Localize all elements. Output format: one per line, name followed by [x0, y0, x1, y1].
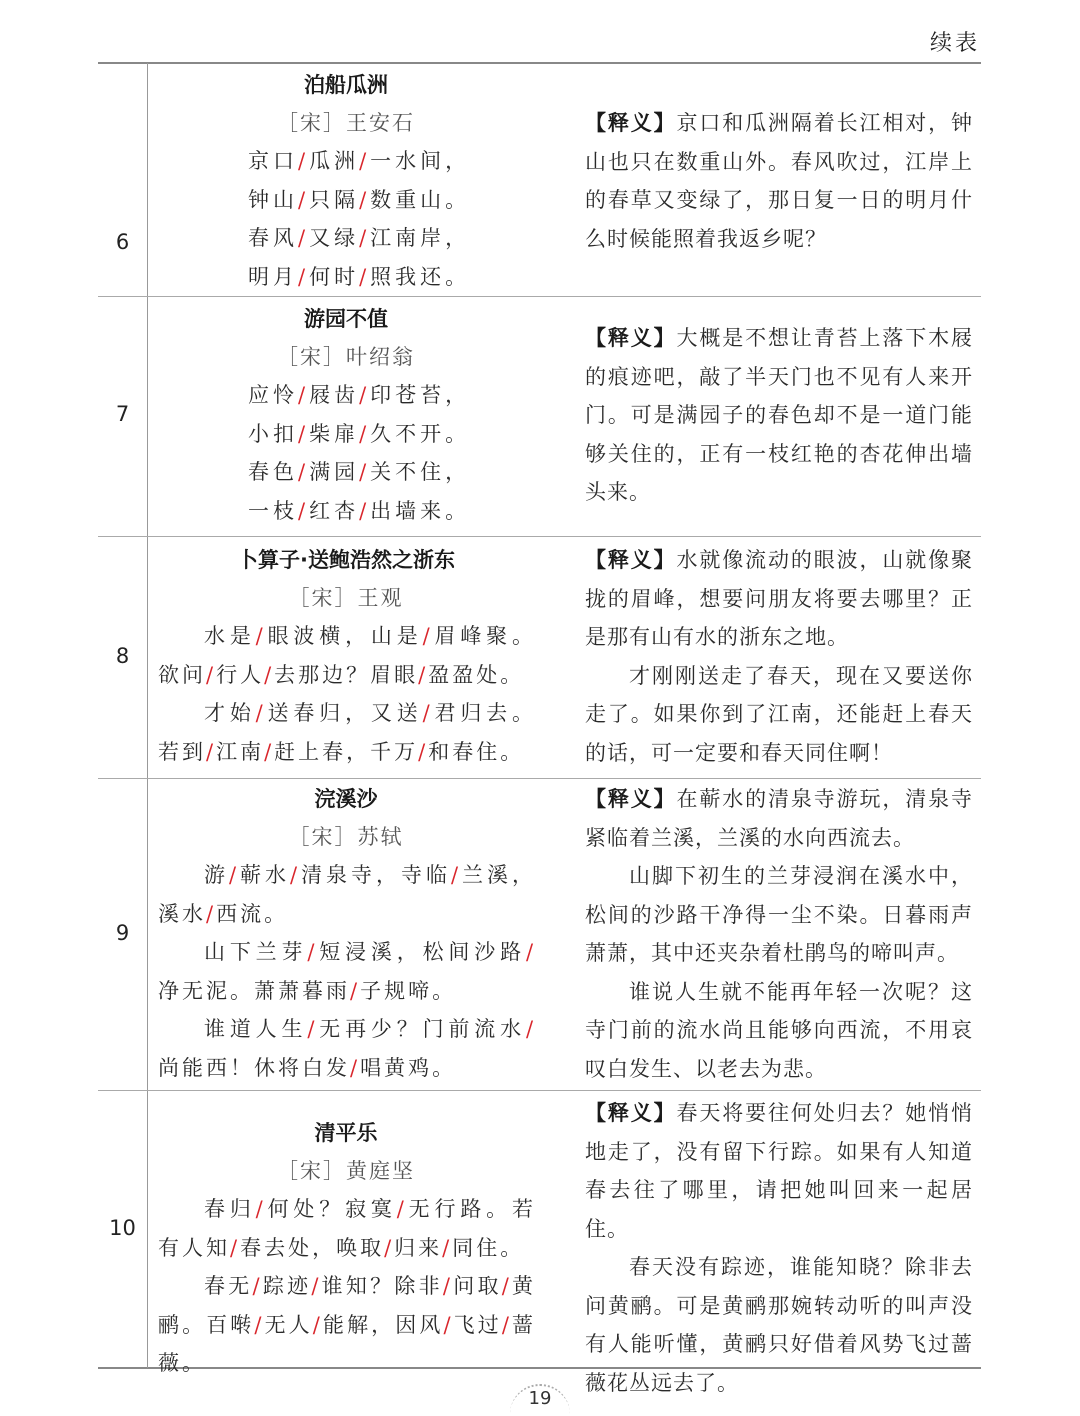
- poem-paragraph: [156, 1010, 536, 1087]
- caesura-mark: /: [501, 1274, 512, 1298]
- poem-line: [156, 453, 536, 492]
- poem-segment: 江南: [216, 739, 265, 764]
- poem-segment: 无再少？门前流水: [317, 1017, 526, 1041]
- poem-segment: 谁知？除非: [321, 1274, 443, 1298]
- caesura-mark: /: [206, 662, 217, 687]
- translation-text: 大概是不想让青苔上落下木屐的痕迹吧，敲了半天门也不见有人来开门。可是满园子的春色却不是一道门能够关住的，正有一枝红艳的杏花伸出墙头来。: [585, 326, 973, 504]
- caesura-mark: /: [298, 498, 310, 523]
- caesura-mark: /: [359, 226, 371, 250]
- poem-segment: 君归去。若到: [158, 701, 537, 764]
- poem-segment: 京口: [248, 149, 298, 173]
- caesura-mark: /: [298, 264, 310, 289]
- caesura-mark: /: [359, 460, 371, 484]
- translation-paragraph: [585, 104, 973, 258]
- caesura-mark: /: [525, 1017, 537, 1041]
- running-head: 续表: [929, 31, 980, 56]
- poem-segment: 无人: [264, 1312, 313, 1337]
- caesura-mark: /: [307, 940, 318, 964]
- translation-paragraph: [585, 1094, 973, 1248]
- translation: [585, 541, 973, 772]
- table-row: [98, 1090, 981, 1395]
- poem-segment: 蕲水: [239, 863, 291, 887]
- poem-segment: 春色: [248, 460, 298, 484]
- poem-segment: 同住。: [452, 1235, 525, 1260]
- caesura-mark: /: [418, 662, 429, 687]
- poem-segment: 明月: [248, 264, 298, 289]
- table-row: [98, 64, 981, 296]
- translation-text: 水就像流动的眼波，山就像聚拢的眉峰，想要问朋友将要去哪里？正是那有山有水的浙东之地。: [585, 548, 973, 649]
- table-row: [98, 536, 981, 778]
- translation: [585, 780, 973, 1088]
- poem-segment: 数重山。: [370, 187, 471, 212]
- translation-text: 谁说人生就不能再年轻一次呢？这寺门前的流水尚且能够向西流，不用哀叹白发生、以老去为悲。: [585, 979, 973, 1081]
- caesura-mark: /: [359, 498, 371, 523]
- poem-segment: 春归: [204, 1197, 256, 1221]
- poem-segment: 无行路。若有人知: [158, 1197, 537, 1260]
- poem-segment: 去那边？眉眼: [274, 662, 419, 687]
- caesura-mark: /: [396, 1197, 407, 1221]
- poem-author: ［宋］黄庭坚: [277, 1159, 415, 1183]
- caesura-mark: /: [359, 187, 371, 212]
- poem-segment: 行人: [216, 662, 265, 687]
- poem-segment: 清泉寺，寺临: [300, 863, 451, 887]
- translation-text: 山脚下初生的兰芽浸润在溪水中，松间的沙路干净得一尘不染。日暮雨声萧萧，其中还夹杂着杜鹃鸟的啼叫声。: [585, 864, 973, 965]
- poem-line: [156, 181, 536, 220]
- caesura-mark: /: [255, 701, 266, 725]
- caesura-mark: /: [422, 701, 433, 725]
- translation-paragraph: [585, 319, 973, 512]
- caesura-mark: /: [359, 149, 371, 173]
- poem-segment: 净无泥。萧萧暮雨: [158, 978, 350, 1003]
- poem-segment: 谁道人生: [204, 1017, 308, 1041]
- poem-segment: 水是: [204, 624, 256, 648]
- caesura-mark: /: [450, 863, 462, 887]
- poem-segment: 飞过: [453, 1312, 502, 1337]
- poem-text: [156, 780, 536, 1087]
- poem-segment: 满园: [309, 460, 360, 484]
- caesura-mark: /: [290, 863, 301, 887]
- poem-segment: 照我还。: [370, 264, 471, 289]
- poem-author: ［宋］王安石: [277, 111, 415, 135]
- translation-text: 春天没有踪迹，谁能知晓？除非去问黄鹂。可是黄鹂那婉转动听的叫声没有人能听懂，黄鹂只好借着风势飞过蔷薇花丛远去了。: [585, 1255, 973, 1395]
- translation-tag: 【释义】: [585, 787, 677, 811]
- translation-paragraph: [585, 780, 973, 857]
- caesura-mark: /: [311, 1274, 322, 1298]
- poem-segment: 和春住。: [428, 739, 525, 764]
- caesura-mark: /: [252, 1274, 263, 1298]
- caesura-mark: /: [359, 264, 371, 289]
- poem-segment: 盈盈处。: [428, 662, 525, 687]
- poem-segment: 一水间，: [370, 149, 471, 173]
- poem-segment: 又绿: [309, 226, 360, 250]
- poem-segment: 送春归，又送: [265, 701, 423, 725]
- row-number: 9: [115, 921, 130, 945]
- poem-segment: 子规啼。: [360, 978, 457, 1003]
- poem-segment: 归来: [394, 1235, 443, 1260]
- translation-text: 京口和瓜洲隔着长江相对，钟山也只在数重山外。春风吹过，江岸上的春草又变绿了，那日复一日的明月什么时候能照着我返乡呢？: [585, 111, 973, 251]
- translation-paragraph: [585, 857, 973, 973]
- poem-segment: 何处？寂寞: [265, 1197, 397, 1221]
- poem-line: [156, 258, 536, 297]
- poem-segment: 应怜: [248, 383, 298, 407]
- translation: [585, 319, 973, 512]
- caesura-mark: /: [442, 1235, 453, 1260]
- translation-paragraph: [585, 541, 973, 657]
- poem-line: [156, 492, 536, 531]
- poem-author: ［宋］苏轼: [288, 825, 404, 849]
- translation-text: 才刚刚送走了春天，现在又要送你走了。如果你到了江南，还能赶上春天的话，可一定要和春天同住啊！: [585, 663, 973, 765]
- poem-segment: 游: [204, 863, 229, 887]
- caesura-mark: /: [359, 383, 371, 407]
- poem-segment: 能解，因风: [322, 1312, 444, 1337]
- poem-segment: 唱黄鸡。: [360, 1055, 457, 1080]
- page-number: 19: [528, 1388, 552, 1409]
- poem-segment: 印苍苔，: [370, 383, 471, 407]
- caesura-mark: /: [501, 1312, 512, 1337]
- poem-segment: 才始: [204, 701, 256, 725]
- caesura-mark: /: [298, 383, 310, 407]
- poem-segment: 何时: [309, 264, 360, 289]
- poem-title: 泊船瓜洲: [304, 73, 388, 97]
- poem-text: [156, 300, 536, 530]
- caesura-mark: /: [298, 460, 310, 484]
- caesura-mark: /: [298, 421, 310, 446]
- caesura-mark: /: [525, 940, 537, 964]
- poem-segment: 瓜洲: [309, 149, 360, 173]
- caesura-mark: /: [228, 863, 240, 887]
- caesura-mark: /: [307, 1017, 318, 1041]
- poem-segment: 出墙来。: [370, 498, 471, 523]
- caesura-mark: /: [350, 1055, 361, 1080]
- poem-segment: 春风: [248, 226, 298, 250]
- poem-title: 浣溪沙: [314, 787, 378, 811]
- caesura-mark: /: [206, 901, 217, 926]
- poem-title: 卜算子·送鲍浩然之浙东: [237, 548, 455, 572]
- caesura-mark: /: [443, 1312, 454, 1337]
- caesura-mark: /: [418, 739, 429, 764]
- row-number: 10: [109, 1216, 136, 1240]
- poem-segment: 一枝: [248, 498, 298, 523]
- table-row: [98, 778, 981, 1090]
- poem-segment: 问取: [452, 1274, 502, 1298]
- translation: [585, 1094, 973, 1402]
- poem-line: [156, 219, 536, 258]
- translation: [585, 104, 973, 258]
- translation-text: 春天将要往何处归去？她悄悄地走了，没有留下行踪。如果有人知道春去往了哪里，请把她叫回来一起居住。: [585, 1101, 973, 1241]
- translation-tag: 【释义】: [585, 326, 677, 350]
- poem-segment: 西流。: [216, 901, 289, 926]
- row-number: 6: [115, 230, 130, 254]
- caesura-mark: /: [255, 1197, 266, 1221]
- poem-segment: 小扣: [248, 421, 298, 446]
- poem-segment: 关不住，: [370, 460, 471, 484]
- caesura-mark: /: [264, 662, 275, 687]
- poem-text: [156, 1114, 536, 1383]
- translation-paragraph: [585, 657, 973, 773]
- poem-text: [156, 66, 536, 296]
- poem-author: ［宋］王观: [288, 586, 404, 610]
- translation-tag: 【释义】: [585, 1101, 677, 1125]
- poem-paragraph: [156, 933, 536, 1010]
- poem-line: [156, 415, 536, 454]
- poem-paragraph: [156, 1267, 536, 1383]
- poem-segment: 春无: [204, 1274, 253, 1298]
- poem-segment: 赶上春，千万: [274, 739, 419, 764]
- caesura-mark: /: [422, 624, 433, 648]
- caesura-mark: /: [312, 1312, 323, 1337]
- poem-paragraph: [156, 1190, 536, 1267]
- poem-segment: 钟山: [248, 187, 298, 212]
- poem-segment: 短浸溪，松间沙路: [317, 940, 526, 964]
- poem-segment: 黄鹂。百啭: [158, 1274, 537, 1337]
- caesura-mark: /: [254, 1312, 265, 1337]
- poem-paragraph: [156, 856, 536, 933]
- poem-segment: 踪迹: [262, 1274, 312, 1298]
- translation-paragraph: [585, 973, 973, 1089]
- poem-author: ［宋］叶绍翁: [277, 345, 415, 369]
- poem-segment: 兰溪，溪水: [158, 863, 537, 926]
- poem-text: [156, 541, 536, 771]
- table-row: [98, 296, 981, 536]
- caesura-mark: /: [350, 978, 361, 1003]
- caesura-mark: /: [298, 226, 310, 250]
- poem-title: 清平乐: [314, 1121, 378, 1145]
- caesura-mark: /: [264, 739, 275, 764]
- row-number: 8: [115, 644, 130, 668]
- poem-segment: 红杏: [309, 498, 360, 523]
- poem-segment: 只隔: [309, 187, 360, 212]
- poem-segment: 久不开。: [370, 421, 471, 446]
- caesura-mark: /: [359, 421, 371, 446]
- poem-segment: 蔷薇。: [158, 1312, 537, 1375]
- poem-segment: 柴扉: [309, 421, 360, 446]
- caesura-mark: /: [230, 1235, 241, 1260]
- translation-paragraph: [585, 1248, 973, 1402]
- poem-segment: 眉峰聚。欲问: [158, 624, 537, 687]
- poem-segment: 山下兰芽: [204, 940, 308, 964]
- caesura-mark: /: [442, 1274, 453, 1298]
- translation-tag: 【释义】: [585, 548, 677, 572]
- caesura-mark: /: [206, 739, 217, 764]
- poem-paragraph: [156, 694, 536, 771]
- caesura-mark: /: [298, 149, 310, 173]
- poem-line: [156, 142, 536, 181]
- poem-line: [156, 376, 536, 415]
- poem-segment: 眼波横，山是: [265, 624, 423, 648]
- caesura-mark: /: [384, 1235, 395, 1260]
- poem-paragraph: [156, 617, 536, 694]
- poem-segment: 江南岸，: [370, 226, 471, 250]
- translation-text: 在蕲水的清泉寺游玩，清泉寺紧临着兰溪，兰溪的水向西流去。: [585, 787, 973, 850]
- poem-title: 游园不值: [304, 307, 388, 331]
- row-number: 7: [115, 402, 130, 426]
- poem-segment: 尚能西！休将白发: [158, 1055, 350, 1080]
- caesura-mark: /: [255, 624, 266, 648]
- poem-segment: 春去处，唤取: [240, 1235, 385, 1260]
- poem-segment: 屐齿: [309, 383, 360, 407]
- translation-tag: 【释义】: [585, 111, 677, 135]
- caesura-mark: /: [298, 187, 310, 212]
